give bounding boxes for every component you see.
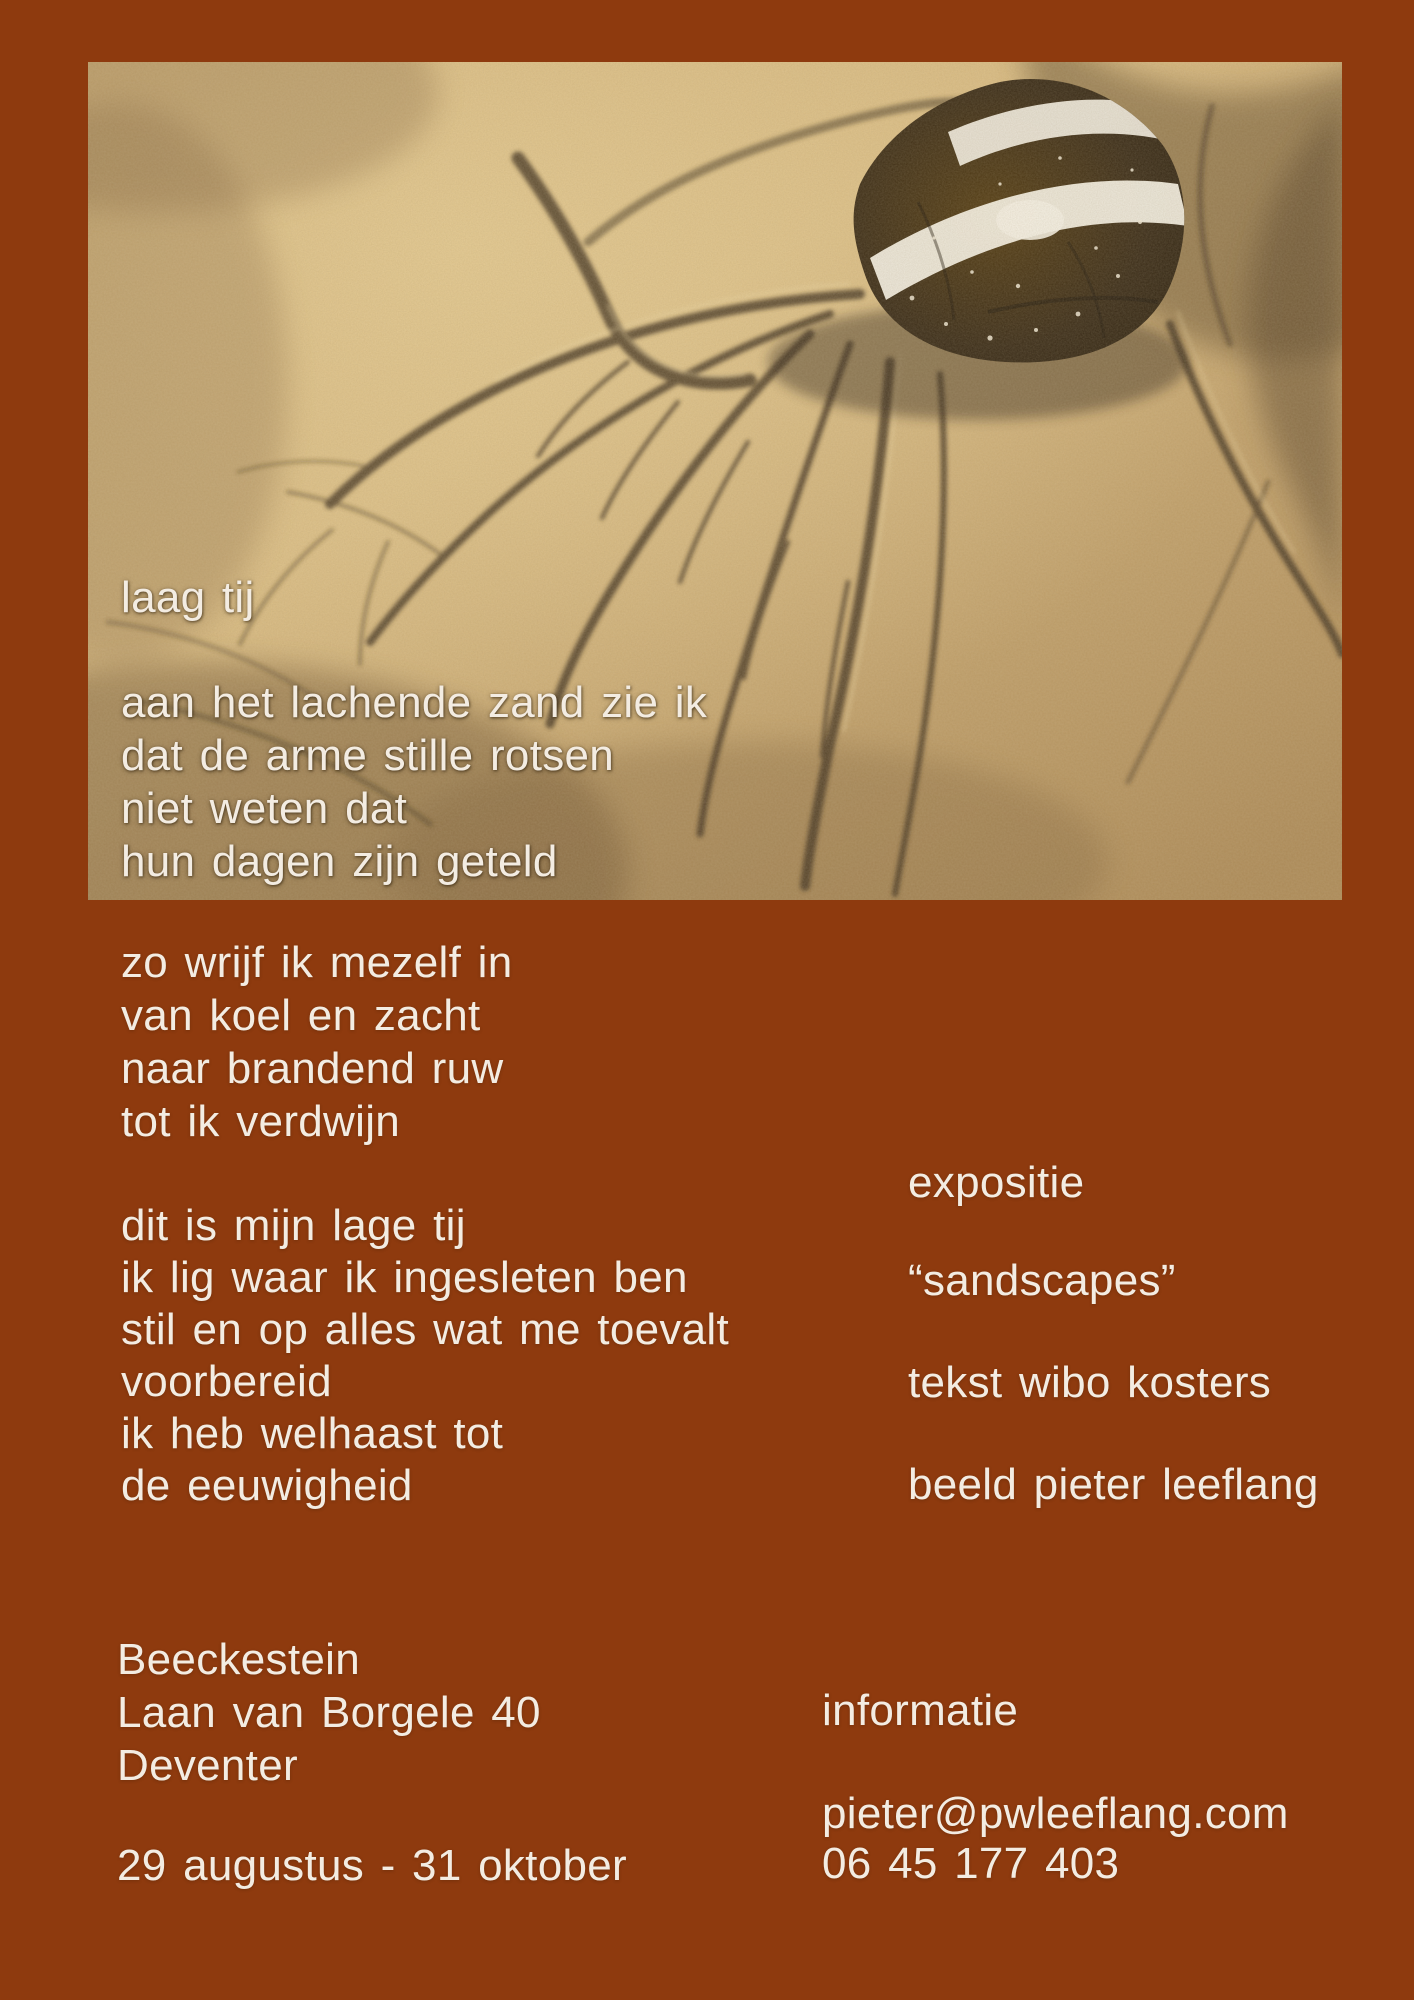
poem-line: dit is mijn lage tij [121,1201,466,1250]
poem-line: ik lig waar ik ingesleten ben [121,1253,688,1302]
exhibition-dates: 29 augustus - 31 oktober [117,1841,627,1890]
poem-line: niet weten dat [121,784,408,833]
text-credit: tekst wibo kosters [908,1358,1272,1407]
poem-stanza-2 [121,936,513,1148]
image-credit: beeld pieter leeflang [908,1460,1319,1509]
poem-stanza-3 [121,1200,729,1512]
poem-line: ik heb welhaast tot [121,1409,504,1458]
poem-line: stil en op alles wat me toevalt [121,1305,730,1354]
poem-line: aan het lachende zand zie ik [121,678,708,727]
contact-phone: 06 45 177 403 [822,1839,1120,1888]
poem-line: van koel en zacht [121,991,481,1040]
venue-name: Beeckestein [117,1635,361,1684]
poem-line: zo wrijf ik mezelf in [121,938,513,987]
venue-block [117,1633,541,1792]
contact-email: pieter@pwleeflang.com [822,1789,1289,1838]
poem-line: de eeuwigheid [121,1461,413,1510]
poem-title: laag tij [121,573,255,622]
contact-block [822,1789,1289,1889]
poem-line: tot ik verdwijn [121,1097,401,1146]
exhibition-title: “sandscapes” [908,1256,1176,1305]
poem-line: voorbereid [121,1357,332,1406]
exhibition-label: expositie [908,1158,1085,1207]
poem-stanza-1 [121,676,707,888]
poem-line: dat de arme stille rotsen [121,731,615,780]
poem-line: hun dagen zijn geteld [121,837,558,886]
venue-address: Laan van Borgele 40 [117,1688,541,1737]
venue-city: Deventer [117,1741,298,1790]
contact-label: informatie [822,1686,1019,1735]
poem-line: naar brandend ruw [121,1044,504,1093]
